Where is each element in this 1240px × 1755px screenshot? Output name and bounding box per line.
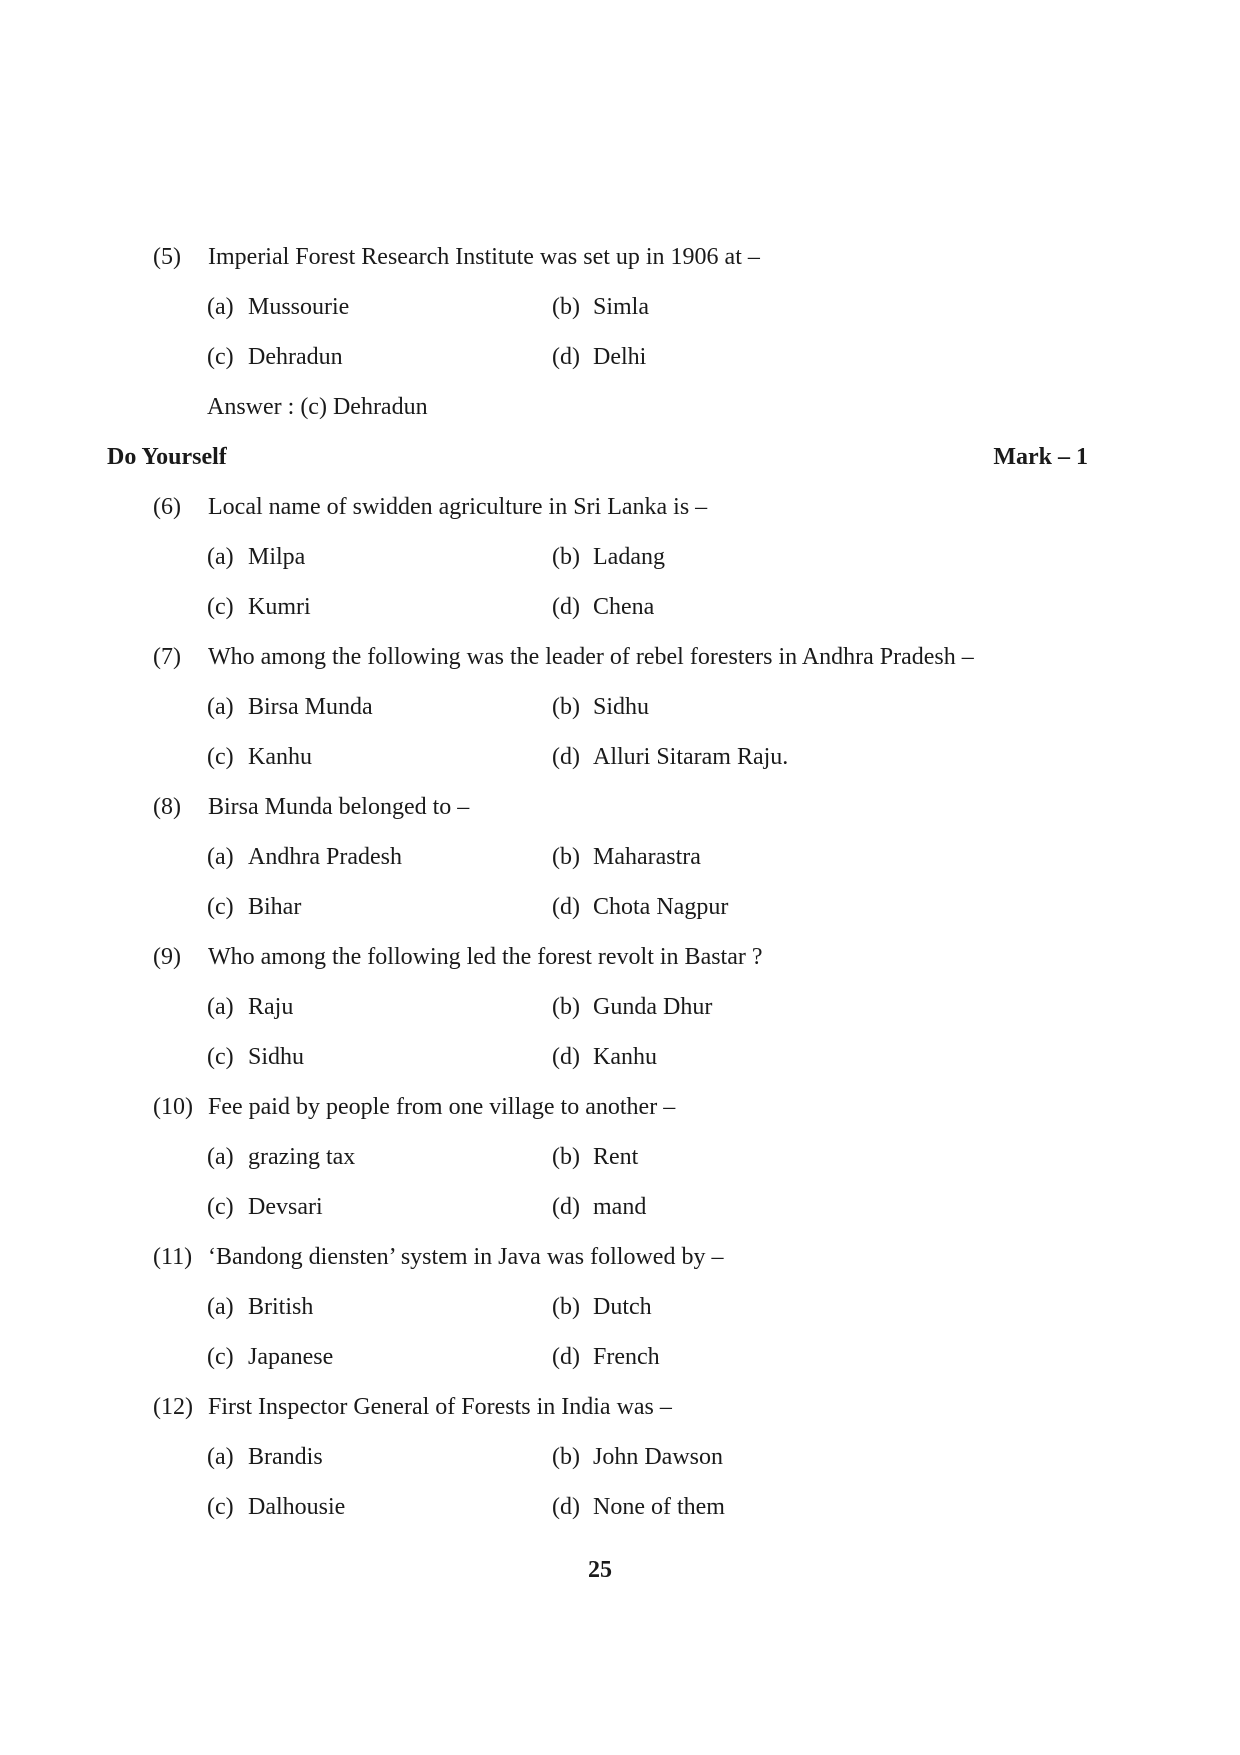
option-text: John Dawson bbox=[593, 1444, 723, 1470]
option-text: Mussourie bbox=[248, 294, 350, 320]
option-letter: (c) bbox=[207, 894, 234, 920]
option-text: Andhra Pradesh bbox=[248, 844, 402, 870]
section-title: Do Yourself bbox=[107, 444, 227, 470]
option-letter: (a) bbox=[207, 994, 234, 1020]
option-text: Dutch bbox=[593, 1294, 652, 1320]
question-number: (12) bbox=[153, 1394, 193, 1420]
option-letter: (d) bbox=[552, 1044, 580, 1070]
question-stem: Local name of swidden agriculture in Sri Lanka is – bbox=[208, 494, 708, 520]
option-text: Dehradun bbox=[248, 344, 343, 370]
option-text: Chota Nagpur bbox=[593, 894, 729, 920]
option-letter: (d) bbox=[552, 1494, 580, 1520]
option-text: Bihar bbox=[248, 894, 302, 920]
section-marks: Mark – 1 bbox=[993, 444, 1088, 470]
option-letter: (d) bbox=[552, 744, 580, 770]
question-stem: ‘Bandong diensten’ system in Java was followed by – bbox=[208, 1244, 724, 1270]
option-text: Kumri bbox=[248, 594, 311, 620]
option-text: Dalhousie bbox=[248, 1494, 346, 1520]
option-letter: (b) bbox=[552, 1444, 580, 1470]
option-text: Rent bbox=[593, 1144, 639, 1170]
option-text: British bbox=[248, 1294, 314, 1320]
option-text: Sidhu bbox=[248, 1044, 305, 1070]
option-letter: (a) bbox=[207, 1144, 234, 1170]
question-number: (5) bbox=[153, 244, 181, 270]
question-number: (6) bbox=[153, 494, 181, 520]
option-letter: (c) bbox=[207, 744, 234, 770]
option-letter: (a) bbox=[207, 844, 234, 870]
option-text: Kanhu bbox=[593, 1044, 657, 1070]
option-letter: (c) bbox=[207, 1344, 234, 1370]
option-letter: (c) bbox=[207, 344, 234, 370]
option-letter: (a) bbox=[207, 544, 234, 570]
answer-line: Answer : (c) Dehradun bbox=[207, 394, 428, 420]
option-text: None of them bbox=[593, 1494, 725, 1520]
option-letter: (b) bbox=[552, 1144, 580, 1170]
option-text: mand bbox=[593, 1194, 647, 1220]
question-number: (7) bbox=[153, 644, 181, 670]
option-text: Devsari bbox=[248, 1194, 323, 1220]
option-text: Maharastra bbox=[593, 844, 701, 870]
option-text: Birsa Munda bbox=[248, 694, 373, 720]
option-letter: (d) bbox=[552, 344, 580, 370]
question-stem: Fee paid by people from one village to another – bbox=[208, 1094, 676, 1120]
option-letter: (b) bbox=[552, 1294, 580, 1320]
option-text: Simla bbox=[593, 294, 650, 320]
option-text: Ladang bbox=[593, 544, 665, 570]
option-letter: (d) bbox=[552, 894, 580, 920]
option-letter: (c) bbox=[207, 1194, 234, 1220]
option-text: grazing tax bbox=[248, 1144, 356, 1170]
option-letter: (b) bbox=[552, 994, 580, 1020]
option-letter: (a) bbox=[207, 694, 234, 720]
question-number: (9) bbox=[153, 944, 181, 970]
page-number: 25 bbox=[588, 1557, 612, 1583]
option-text: French bbox=[593, 1344, 660, 1370]
question-stem: Imperial Forest Research Institute was set up in 1906 at – bbox=[208, 244, 760, 270]
option-letter: (c) bbox=[207, 1044, 234, 1070]
option-text: Alluri Sitaram Raju. bbox=[593, 744, 789, 770]
question-stem: Birsa Munda belonged to – bbox=[208, 794, 470, 820]
option-text: Milpa bbox=[248, 544, 306, 570]
option-text: Brandis bbox=[248, 1444, 323, 1470]
option-letter: (b) bbox=[552, 294, 580, 320]
option-letter: (a) bbox=[207, 1444, 234, 1470]
option-text: Kanhu bbox=[248, 744, 312, 770]
option-letter: (b) bbox=[552, 544, 580, 570]
option-letter: (c) bbox=[207, 594, 234, 620]
option-text: Gunda Dhur bbox=[593, 994, 713, 1020]
question-number: (10) bbox=[153, 1094, 193, 1120]
option-text: Delhi bbox=[593, 344, 647, 370]
question-number: (8) bbox=[153, 794, 181, 820]
option-text: Raju bbox=[248, 994, 294, 1020]
question-stem: First Inspector General of Forests in India was – bbox=[208, 1394, 672, 1420]
option-letter: (a) bbox=[207, 1294, 234, 1320]
option-letter: (b) bbox=[552, 694, 580, 720]
option-text: Japanese bbox=[248, 1344, 334, 1370]
question-number: (11) bbox=[153, 1244, 193, 1270]
option-letter: (b) bbox=[552, 844, 580, 870]
option-letter: (d) bbox=[552, 594, 580, 620]
question-stem: Who among the following led the forest revolt in Bastar ? bbox=[208, 944, 763, 970]
option-letter: (d) bbox=[552, 1344, 580, 1370]
option-text: Sidhu bbox=[593, 694, 650, 720]
option-letter: (c) bbox=[207, 1494, 234, 1520]
option-text: Chena bbox=[593, 594, 655, 620]
question-stem: Who among the following was the leader of rebel foresters in Andhra Pradesh – bbox=[208, 644, 974, 670]
option-letter: (a) bbox=[207, 294, 234, 320]
option-letter: (d) bbox=[552, 1194, 580, 1220]
